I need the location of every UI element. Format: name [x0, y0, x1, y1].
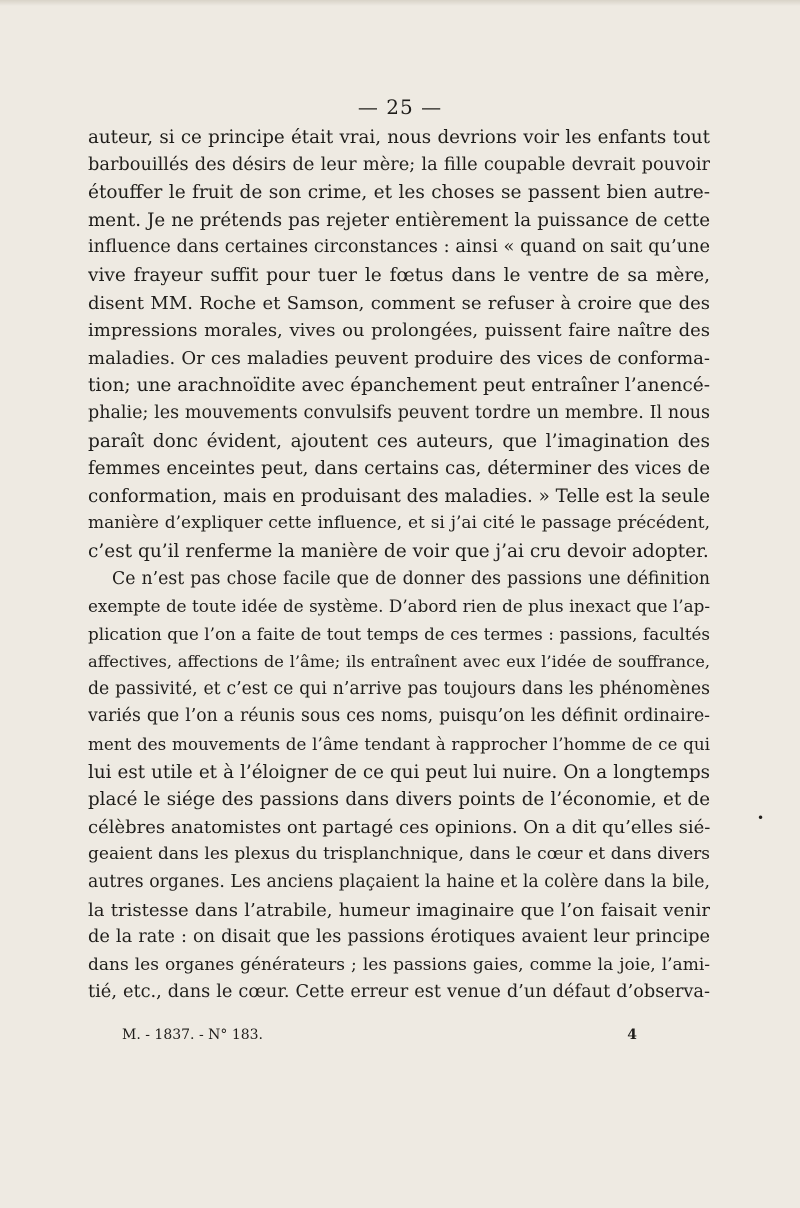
text-line: exempte de toute idée de système. D’abord rien de plus inexact que l’ap- [88, 596, 710, 617]
text-line: vive frayeur suffit pour tuer le fœtus dans le ventre de sa mère, [88, 264, 710, 286]
text-line: phalie; les mouvements convulsifs peuvent tordre un membre. Il nous [88, 402, 710, 423]
text-line: maladies. Or ces maladies peuvent produire des vices de conforma- [88, 347, 710, 369]
text-line: étouffer le fruit de son crime, et les choses se passent bien autre- [88, 182, 710, 204]
text-line: femmes enceintes peut, dans certains cas, déterminer des vices de [88, 458, 710, 480]
margin-mark: • [757, 811, 765, 825]
text-line: auteur, si ce principe était vrai, nous devrions voir les enfants tout [88, 127, 710, 148]
text-line: de la rate : on disait que les passions érotiques avaient leur principe [88, 927, 710, 948]
text-line: dans les organes générateurs ; les passions gaies, comme la joie, l’ami- [88, 954, 710, 975]
page-top-edge [0, 0, 800, 6]
text-line: influence dans certaines circonstances : ainsi « quand on sait qu’une [88, 237, 710, 258]
text-line: conformation, mais en produisant des maladies. » Telle est la seule [88, 485, 710, 507]
text-line: Ce n’est pas chose facile que de donner des passions une définition [112, 568, 710, 589]
text-line: impressions morales, vives ou prolongées, puissent faire naître des [88, 320, 710, 342]
signature-mark: 4 [627, 1027, 637, 1043]
text-line: tion; une arachnoïdite avec épanchement peut entraîner l’anencé- [88, 375, 710, 397]
footer-citation: M. - 1837. - N° 183. [122, 1027, 263, 1043]
text-line: autres organes. Les anciens plaçaient la haine et la colère dans la bile, [88, 872, 710, 893]
text-line: geaient dans les plexus du trisplanchnique, dans le cœur et dans divers [88, 844, 710, 865]
text-line: ment des mouvements de l’âme tendant à rapprocher l’homme de ce qui [88, 734, 710, 755]
text-line: c’est qu’il renferme la manière de voir que j’ai cru devoir adopter. [88, 540, 709, 562]
text-line: de passivité, et c’est ce qui n’arrive pas toujours dans les phénomènes [88, 678, 710, 699]
page-number: — 25 — [357, 95, 443, 119]
body-text [88, 124, 710, 1007]
text-line: variés que l’on a réunis sous ces noms, puisqu’on les définit ordinaire- [88, 706, 710, 727]
text-line: la tristesse dans l’atrabile, humeur imaginaire que l’on faisait venir [88, 899, 710, 921]
text-line: tié, etc., dans le cœur. Cette erreur est venue d’un défaut d’observa- [88, 982, 710, 1003]
page-footer [122, 1025, 637, 1045]
text-line: placé le siége des passions dans divers points de l’économie, et de [88, 789, 710, 811]
text-line: affectives, affections de l’âme; ils entraînent avec eux l’idée de souffrance, [88, 652, 710, 672]
text-line: paraît donc évident, ajoutent ces auteurs, que l’imagination des [88, 430, 710, 452]
text-line: ment. Je ne prétends pas rejeter entièrement la puissance de cette [88, 209, 710, 231]
text-line: barbouillés des désirs de leur mère; la fille coupable devrait pouvoir [88, 154, 710, 175]
text-line: lui est utile et à l’éloigner de ce qui peut lui nuire. On a longtemps [88, 761, 710, 783]
text-line: plication que l’on a faite de tout temps de ces termes : passions, facultés [88, 623, 710, 644]
text-line: célèbres anatomistes ont partagé ces opinions. On a dit qu’elles sié- [88, 816, 710, 838]
text-line: manière d’expliquer cette influence, et si j’ai cité le passage précédent, [88, 513, 710, 534]
text-line: disent MM. Roche et Samson, comment se refuser à croire que des [88, 292, 710, 314]
